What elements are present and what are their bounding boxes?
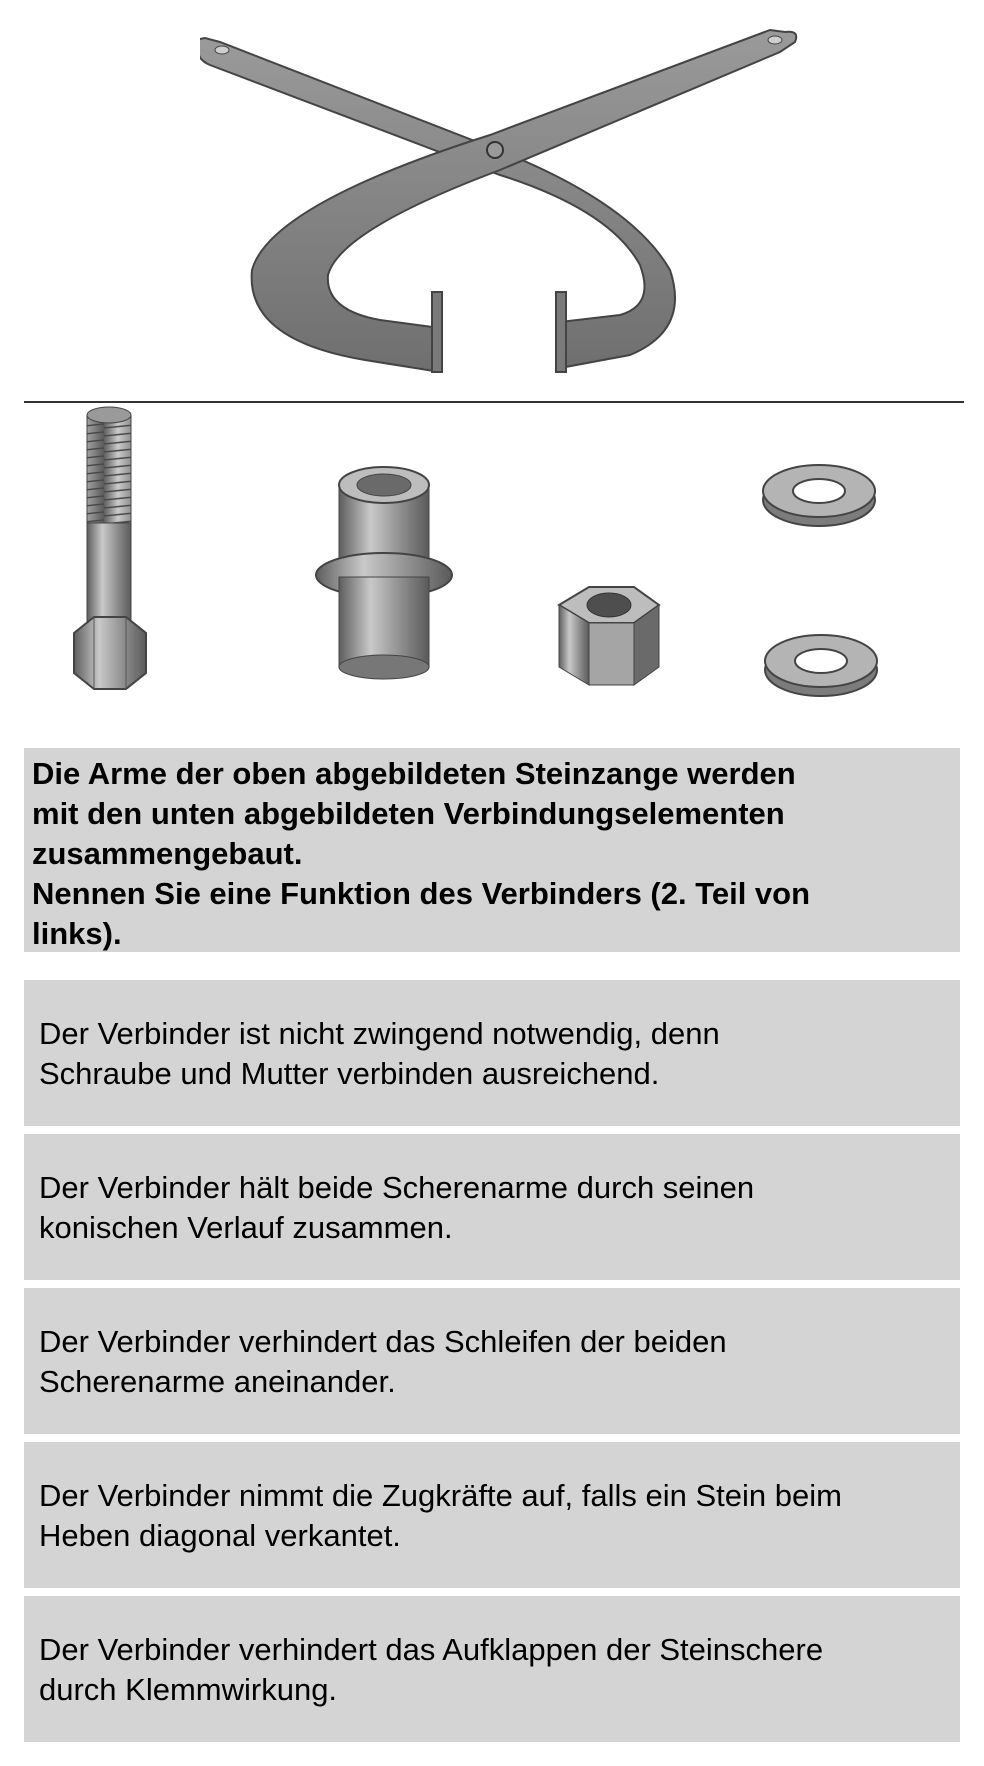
washer-icon (765, 635, 877, 696)
option-text-line: konischen Verlauf zusammen. (39, 1210, 453, 1245)
connection-parts-illustration (24, 405, 964, 715)
question-line: Nennen Sie eine Funktion des Verbinders (2. Teil von (32, 876, 811, 911)
option-text-line: durch Klemmwirkung. (39, 1672, 338, 1707)
hex-bolt-icon (74, 407, 146, 689)
question-line: Die Arme der oben abgebildeten Steinzange werden (32, 756, 796, 791)
option-text-line: Schraube und Mutter verbinden ausreichend. (39, 1056, 660, 1091)
sleeve-connector-icon (316, 467, 452, 679)
option-text-line: Der Verbinder nimmt die Zugkräfte auf, falls ein Stein beim (39, 1478, 842, 1513)
question-box (24, 748, 960, 952)
option-text-line: Der Verbinder verhindert das Aufklappen der Steinschere (39, 1632, 824, 1667)
option-text-line: Heben diagonal verkantet. (39, 1518, 401, 1553)
answer-option-3[interactable] (24, 1288, 960, 1434)
option-text-line: Der Verbinder ist nicht zwingend notwendig, denn (39, 1016, 720, 1051)
answer-option-4[interactable] (24, 1442, 960, 1588)
option-text-line: Scherenarme aneinander. (39, 1364, 396, 1399)
answer-option-2[interactable] (24, 1134, 960, 1280)
option-text-line: Der Verbinder verhindert das Schleifen der beiden (39, 1324, 727, 1359)
question-line: links). (32, 916, 122, 951)
answer-option-1[interactable] (24, 980, 960, 1126)
washer-icon (763, 465, 875, 526)
divider (24, 401, 964, 403)
stone-tongs-illustration (200, 10, 800, 390)
question-line: mit den unten abgebildeten Verbindungselementen (32, 796, 785, 831)
answer-option-5[interactable] (24, 1596, 960, 1742)
question-line: zusammengebaut. (32, 836, 303, 871)
option-text-line: Der Verbinder hält beide Scherenarme durch seinen (39, 1170, 755, 1205)
hex-nut-icon (559, 587, 659, 685)
